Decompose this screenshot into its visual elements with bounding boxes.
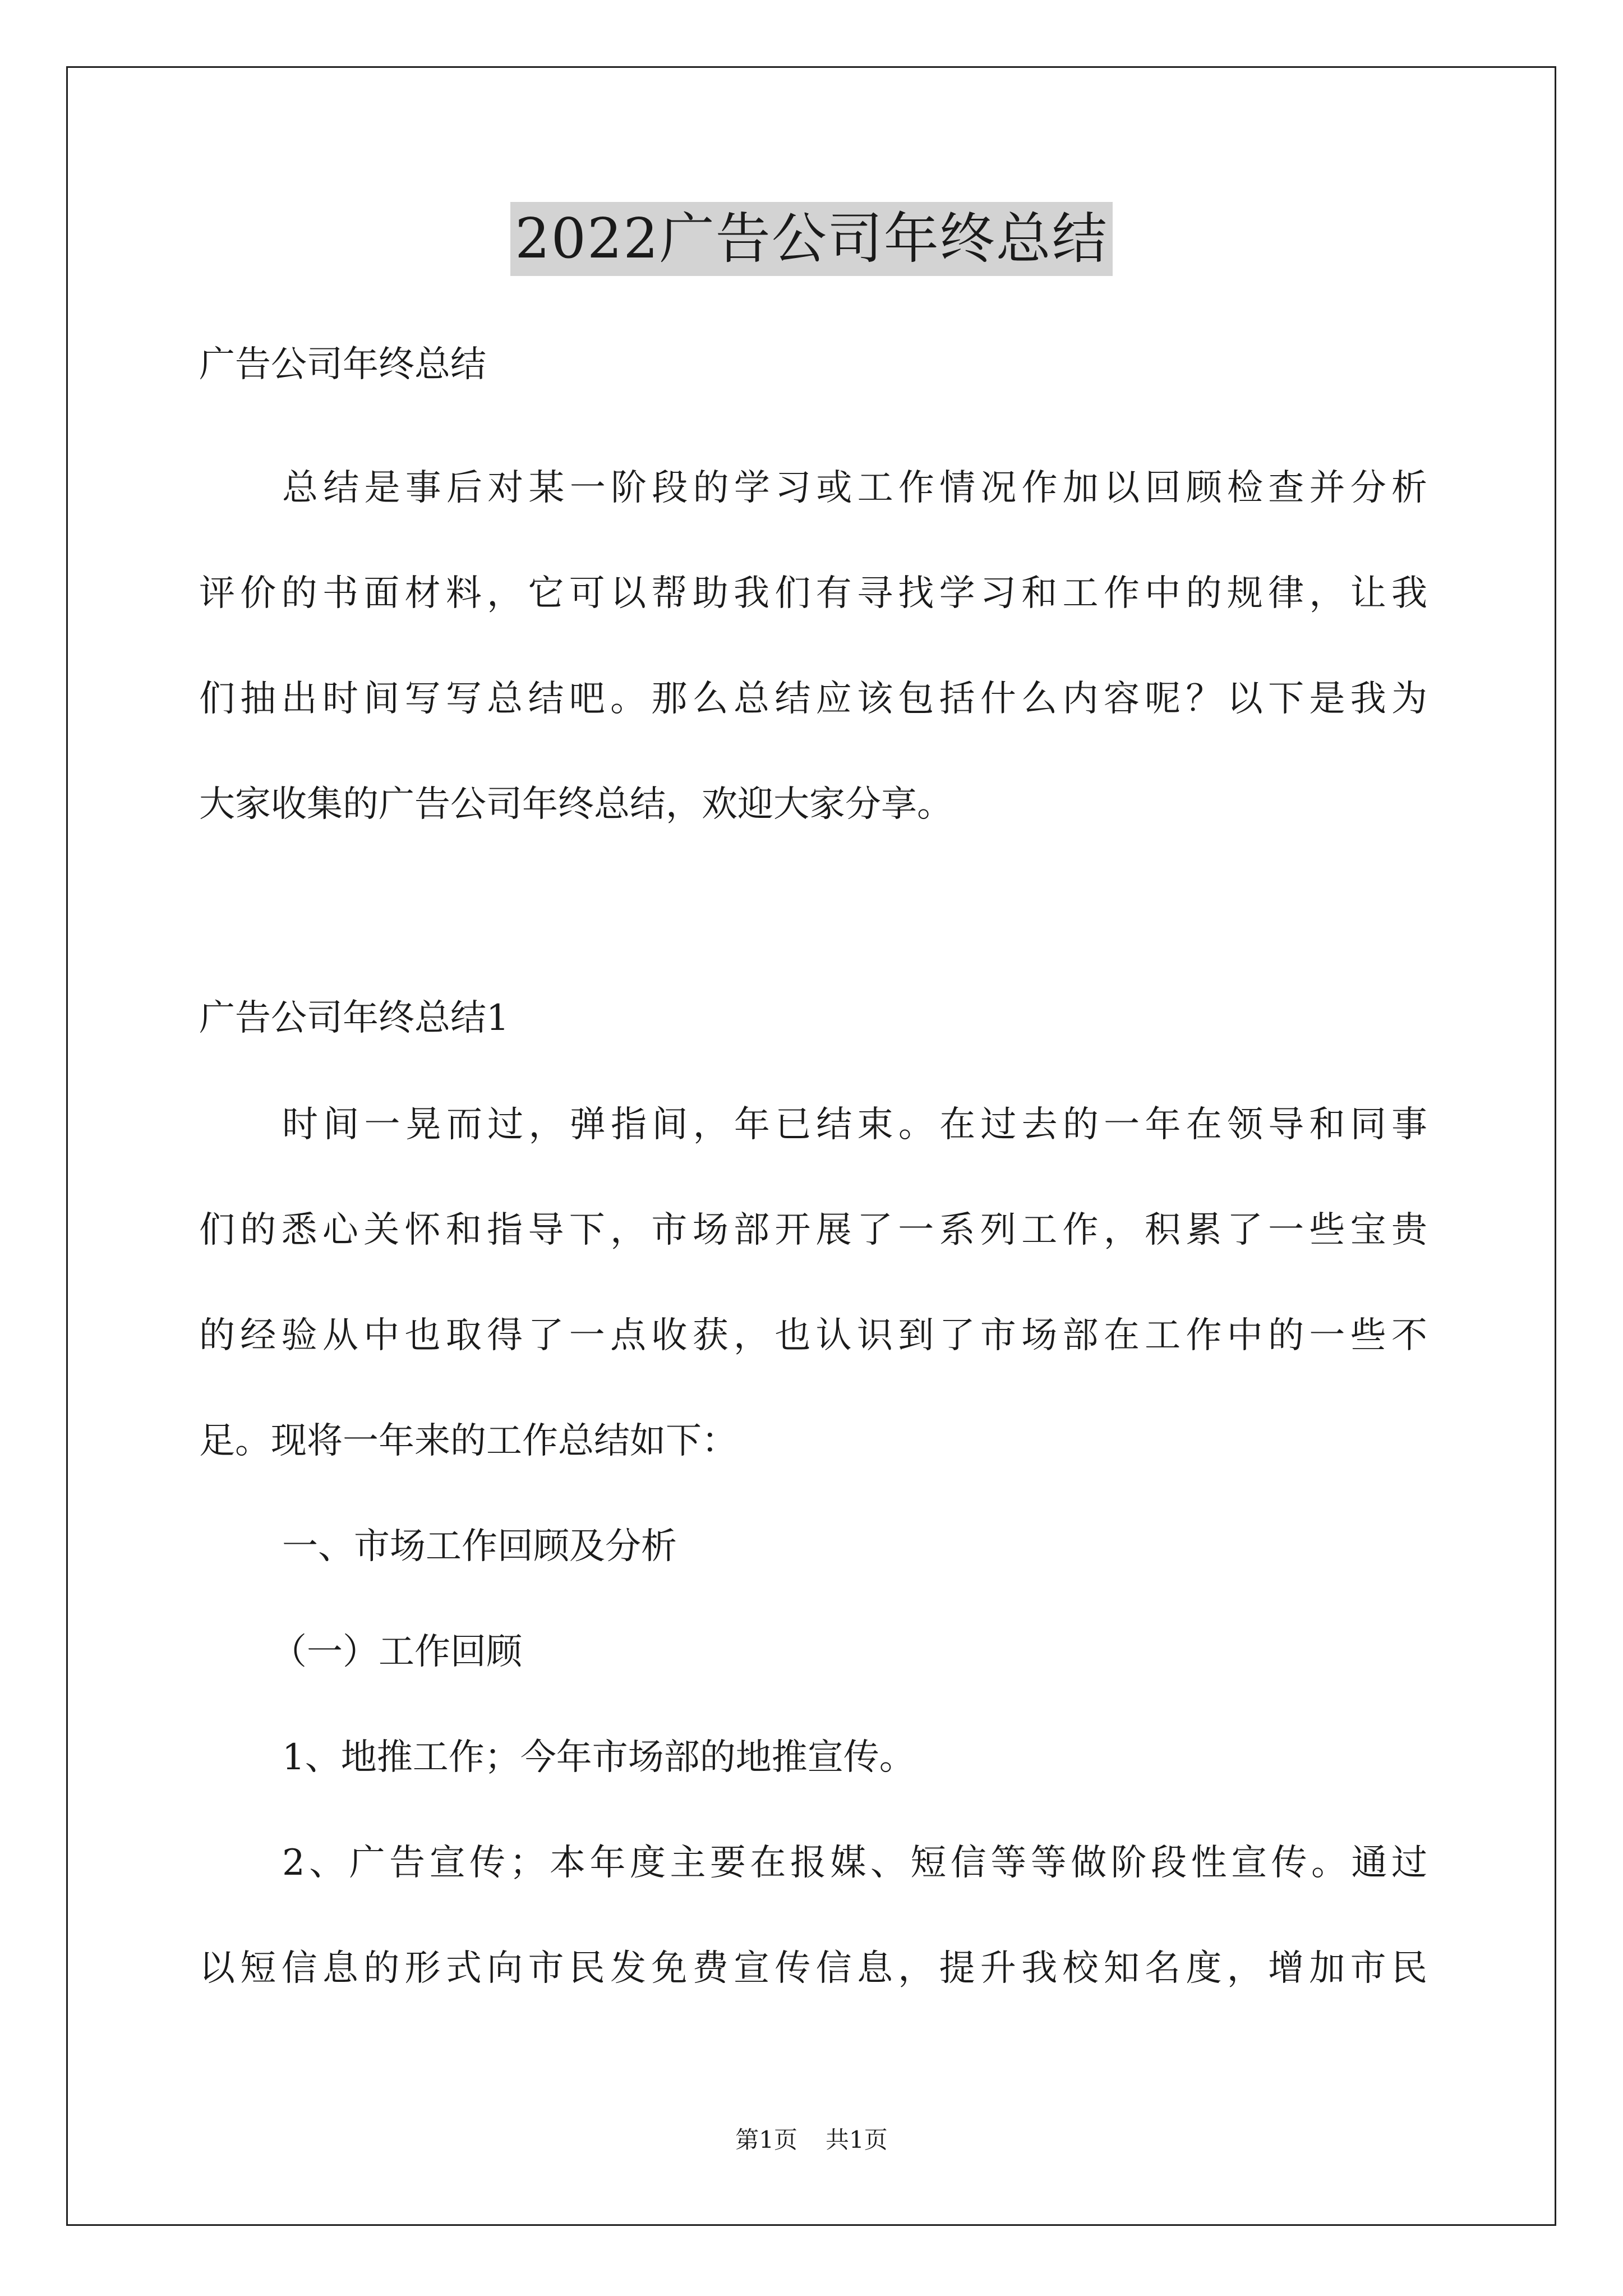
- document-title: 2022广告公司年终总结: [510, 202, 1112, 276]
- paragraph-line: 2、广告宣传；本年度主要在报媒、短信等等做阶段性宣传。通过: [282, 1842, 1427, 1884]
- page-footer: [0, 2123, 1623, 2157]
- title-container: [0, 202, 1623, 276]
- section-heading: 广告公司年终总结1: [199, 997, 509, 1039]
- page-total: 共1页: [826, 2126, 888, 2154]
- paragraph-line: 总结是事后对某一阶段的学习或工作情况作加以回顾检查并分析: [282, 467, 1427, 509]
- subsection-heading: （一）工作回顾: [271, 1631, 522, 1673]
- page-number: 第1页: [735, 2126, 797, 2154]
- paragraph-line: 评价的书面材料，它可以帮助我们有寻找学习和工作中的规律，让我: [199, 573, 1427, 614]
- paragraph-line: 们抽出时间写写总结吧。那么总结应该包括什么内容呢？以下是我为: [199, 678, 1427, 720]
- subsection-heading: 一、市场工作回顾及分析: [282, 1526, 677, 1567]
- paragraph-line: 时间一晃而过，弹指间，年已结束。在过去的一年在领导和同事: [282, 1104, 1427, 1145]
- section-heading: 广告公司年终总结: [199, 344, 486, 385]
- paragraph-line: 大家收集的广告公司年终总结，欢迎大家分享。: [199, 784, 953, 825]
- paragraph-line: 们的悉心关怀和指导下，市场部开展了一系列工作，积累了一些宝贵: [199, 1209, 1427, 1251]
- paragraph-line: 1、地推工作；今年市场部的地推宣传。: [282, 1737, 915, 1778]
- paragraph-line: 的经验从中也取得了一点收获，也认识到了市场部在工作中的一些不: [199, 1315, 1427, 1356]
- paragraph-line: 足。现将一年来的工作总结如下：: [199, 1420, 737, 1462]
- paragraph-line: 以短信息的形式向市民发免费宣传信息，提升我校知名度，增加市民: [199, 1948, 1427, 1989]
